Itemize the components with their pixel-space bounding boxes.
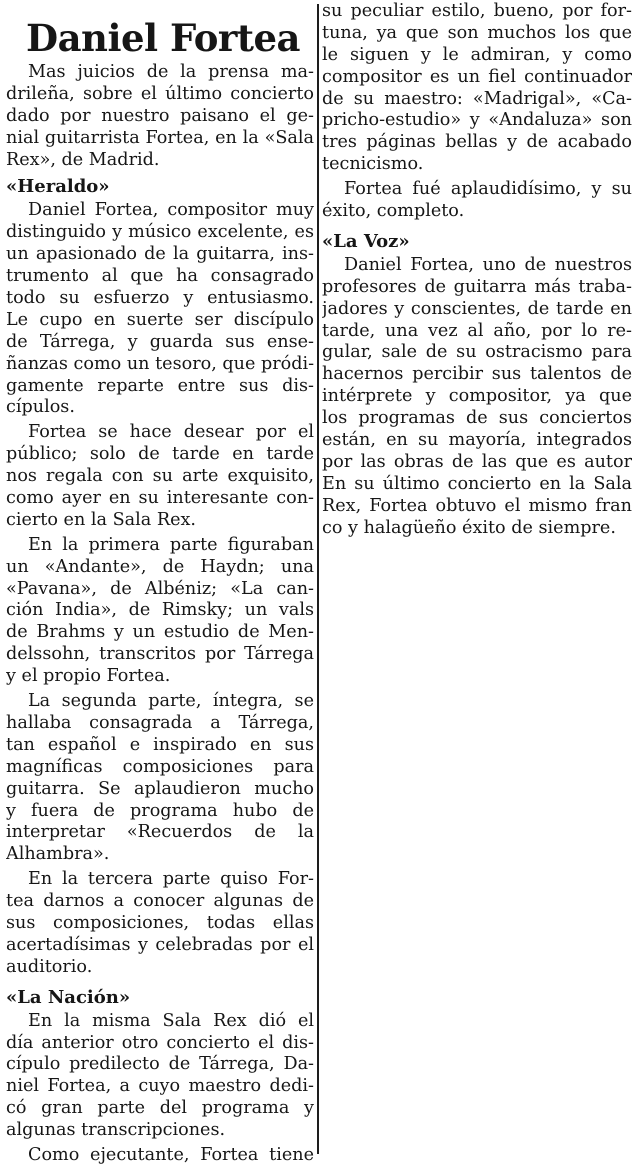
text-line: tan español e inspirado en sus	[6, 734, 314, 755]
text-line: ñanzas como un tesoro, que pródi-	[6, 353, 314, 374]
text-line: tarde, una vez al año, por lo re-	[322, 320, 632, 341]
text-line: sus composiciones, todas ellas	[6, 912, 314, 933]
paragraph	[6, 1145, 314, 1167]
text-line: profesores de guitarra más traba-	[322, 276, 632, 297]
paragraph-gap	[6, 1167, 314, 1170]
section-heading: «La Nación»	[6, 986, 131, 1008]
paragraph	[6, 200, 314, 419]
text-line: nial guitarrista Fortea, en la «Sala	[6, 127, 314, 148]
paragraph-gap	[322, 223, 632, 226]
text-line: por las obras de las que es autor	[322, 451, 632, 472]
text-line: tea darnos a conocer algunas de	[6, 891, 314, 912]
text-line: guitarra. Se aplaudieron mucho	[6, 778, 314, 799]
text-line: Alhambra».	[6, 844, 110, 865]
text-line: tecnicismo.	[322, 154, 424, 175]
text-line: En su último concierto en la Sala	[322, 473, 632, 494]
text-line: y fuera de programa hubo de	[6, 800, 314, 821]
text-line: de su maestro: «Madrigal», «Ca-	[322, 88, 632, 109]
text-line: como ayer en su interesante con-	[6, 488, 314, 509]
text-line: un apasionado de la guitarra, ins-	[6, 244, 314, 265]
text-line: co y halagüeño éxito de siempre.	[322, 517, 616, 538]
text-line: distinguido y músico excelente, es	[6, 222, 314, 243]
text-line: tuna, ya que son muchos los que	[322, 22, 632, 43]
paragraph	[322, 179, 632, 223]
text-line: Como ejecutante, Fortea tiene	[28, 1144, 314, 1165]
section-heading: «Heraldo»	[6, 176, 110, 198]
paragraph	[6, 535, 314, 688]
text-line: trumento al que ha consagrado	[6, 266, 314, 287]
paragraph	[322, 255, 632, 540]
text-line: ción India», de Rimsky; un vals	[6, 600, 314, 621]
text-line: todo su esfuerzo y entusiasmo.	[6, 288, 314, 309]
paragraph	[6, 422, 314, 531]
text-line: cípulos.	[6, 397, 75, 418]
text-line: público; solo de tarde en tarde	[6, 444, 314, 465]
section-heading: «La Voz»	[322, 230, 410, 252]
text-line: cierto en la Sala Rex.	[6, 509, 197, 530]
text-line: algunas transcripciones.	[6, 1120, 226, 1141]
continuation-text	[322, 1, 632, 226]
text-line: Fortea fué aplaudidísimo, y su	[344, 179, 632, 200]
text-line: drileña, sobre el último concierto	[6, 83, 314, 104]
text-line: magníficas composiciones para	[6, 756, 314, 777]
text-line: su peculiar estilo, bueno, por for-	[322, 1, 632, 21]
paragraph	[6, 1011, 314, 1142]
article-title: Daniel Fortea	[26, 16, 301, 60]
paragraph-gap	[6, 979, 314, 982]
text-line: un «Andante», de Haydn; una	[6, 556, 314, 577]
text-line: auditorio.	[6, 956, 93, 977]
text-line: le siguen y le admiran, y como	[322, 44, 632, 65]
text-line: Daniel Fortea, uno de nuestros	[344, 254, 632, 275]
text-line: los programas de sus conciertos	[322, 408, 632, 429]
text-line: gamente reparte entre sus dis-	[6, 375, 314, 396]
column-divider	[317, 4, 319, 1154]
text-line: intérprete y compositor, ya que	[322, 386, 632, 407]
text-line: Mas juicios de la prensa ma-	[28, 62, 314, 82]
text-line: có gran parte del programa y	[6, 1098, 314, 1119]
text-line: Rex, Fortea obtuvo el mismo fran	[322, 495, 632, 516]
left-column	[6, 0, 314, 1170]
text-line: Daniel Fortea, compositor muy	[28, 200, 314, 221]
right-section	[322, 228, 632, 540]
text-line: En la tercera parte quiso For-	[28, 869, 314, 890]
text-line: hacernos percibir sus talentos de	[322, 364, 632, 385]
text-line: compositor es un fiel continuador	[322, 66, 632, 87]
text-line: éxito, completo.	[322, 201, 465, 222]
paragraph	[322, 1, 632, 176]
text-line: Fortea se hace desear por el	[28, 422, 314, 443]
text-line: En la primera parte figuraban	[28, 534, 314, 555]
text-line: jadores y conscientes, de tarde en	[322, 298, 632, 319]
text-line: día anterior otro concierto el dis-	[6, 1032, 314, 1053]
text-line: dado por nuestro paisano el ge-	[6, 105, 314, 126]
text-line: gular, sale de su ostracismo para	[322, 342, 632, 363]
right-column	[322, 0, 632, 539]
text-line: tres páginas bellas y de acabado	[322, 132, 632, 153]
text-line: de Tárrega, y guarda sus ense-	[6, 331, 314, 352]
text-line: La segunda parte, íntegra, se	[28, 691, 314, 712]
text-line: cípulo predilecto de Tárrega, Da-	[6, 1054, 314, 1075]
text-line: nos regala con su arte exquisito,	[6, 466, 314, 487]
paragraph	[6, 62, 314, 171]
text-line: En la misma Sala Rex dió el	[28, 1010, 314, 1031]
text-line: interpretar «Recuerdos de la	[6, 822, 314, 843]
text-line: hallaba consagrada a Tárrega,	[6, 712, 314, 733]
left-sections	[6, 173, 314, 1169]
text-line: «Pavana», de Albéniz; «La can-	[6, 578, 314, 599]
text-line: Le cupo en suerte ser discípulo	[6, 309, 314, 330]
paragraph	[6, 869, 314, 978]
text-line: de Brahms y un estudio de Men-	[6, 622, 314, 643]
text-line: están, en su mayoría, integrados	[322, 430, 632, 451]
text-line: delssohn, transcritos por Tárrega	[6, 644, 314, 665]
text-line: niel Fortea, a cuyo maestro dedi-	[6, 1076, 314, 1097]
article-intro	[6, 62, 314, 171]
text-line: Rex», de Madrid.	[6, 149, 160, 170]
text-line: acertadísimas y celebradas por el	[6, 934, 314, 955]
text-line: y el propio Fortea.	[6, 666, 171, 687]
paragraph	[6, 691, 314, 866]
text-line: pricho-estudio» y «Andaluza» son	[322, 110, 632, 131]
